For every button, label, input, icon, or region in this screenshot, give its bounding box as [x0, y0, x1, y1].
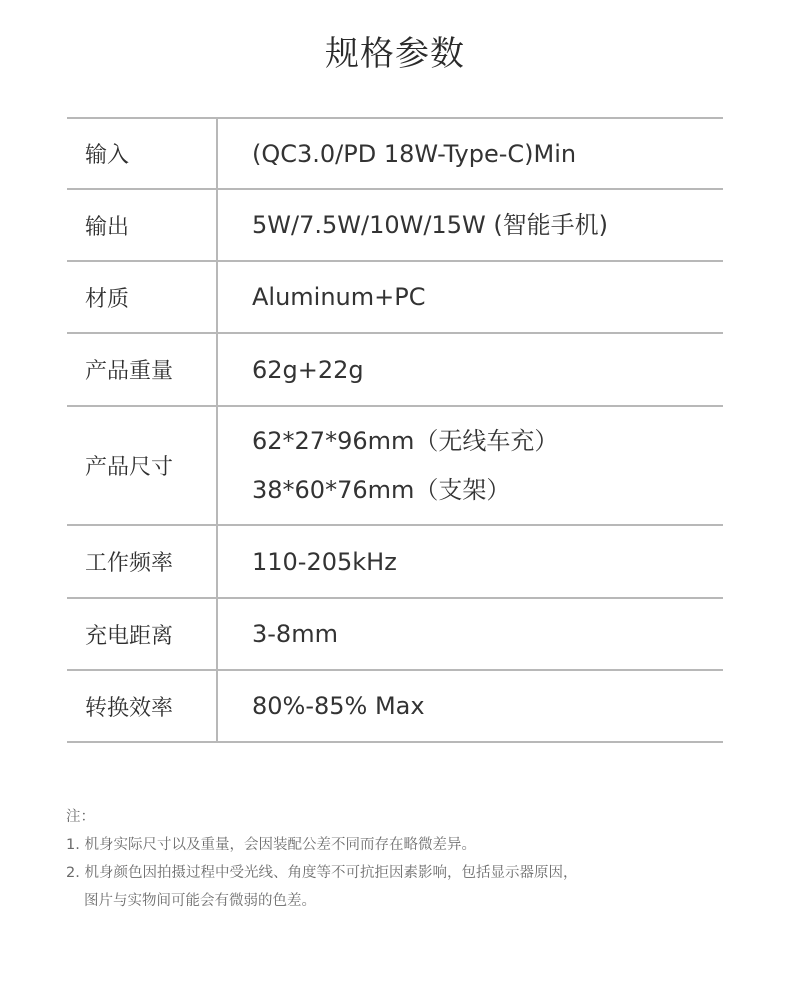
- spec-row-weight: [67, 334, 723, 407]
- spec-value: [218, 599, 723, 669]
- spec-label: 输入: [67, 119, 218, 188]
- spec-value-line: 62g+22g: [252, 355, 364, 384]
- spec-label: 充电距离: [67, 599, 218, 669]
- spec-row-dimensions: [67, 407, 723, 526]
- note-item: 2. 机身颜色因拍摄过程中受光线、角度等不可抗拒因素影响，包括显示器原因，: [66, 865, 578, 881]
- spec-row-material: [67, 262, 723, 334]
- spec-label: 输出: [67, 190, 218, 260]
- spec-row-frequency: [67, 526, 723, 599]
- spec-value: [218, 119, 723, 188]
- spec-value: [218, 671, 723, 741]
- spec-value: [218, 407, 723, 524]
- spec-value-line: 80%-85% Max: [252, 692, 425, 720]
- spec-row-input: [67, 119, 723, 190]
- spec-value: [218, 190, 723, 260]
- spec-label: 转换效率: [67, 671, 218, 741]
- spec-value-line: Aluminum+PC: [252, 283, 426, 311]
- spec-value-line: 110-205kHz: [252, 547, 397, 576]
- spec-value-line: 62*27*96mm（无线车充）: [252, 427, 559, 455]
- page-title: 规格参数: [325, 34, 465, 74]
- spec-value-line: 3-8mm: [252, 620, 338, 648]
- spec-row-distance: [67, 599, 723, 671]
- spec-row-output: [67, 190, 723, 262]
- note-item: 1. 机身实际尺寸以及重量，会因装配公差不同而存在略微差异。: [66, 837, 476, 853]
- spec-value-line: 38*60*76mm（支架）: [252, 476, 511, 504]
- notes-heading: 注：: [66, 809, 95, 825]
- spec-table: [67, 117, 723, 743]
- spec-value-line: (QC3.0/PD 18W-Type-C)Min: [252, 139, 577, 168]
- spec-value: [218, 262, 723, 332]
- notes: [66, 803, 726, 915]
- spec-label: 材质: [67, 262, 218, 332]
- spec-value: [218, 334, 723, 405]
- spec-value: [218, 526, 723, 597]
- spec-label: 产品重量: [67, 334, 218, 405]
- spec-label: 产品尺寸: [67, 407, 218, 524]
- spec-row-efficiency: [67, 671, 723, 743]
- spec-label: 工作频率: [67, 526, 218, 597]
- note-item-continuation: 图片与实物间可能会有微弱的色差。: [84, 893, 316, 909]
- spec-value-line: 5W/7.5W/10W/15W (智能手机): [252, 211, 609, 239]
